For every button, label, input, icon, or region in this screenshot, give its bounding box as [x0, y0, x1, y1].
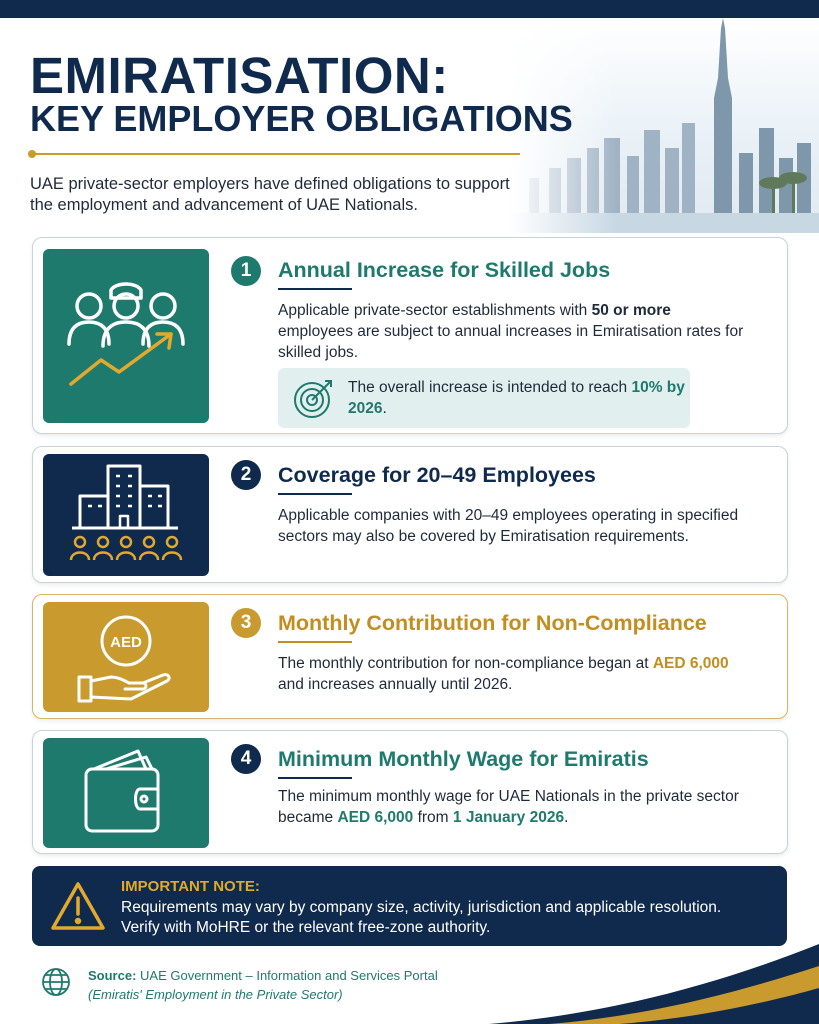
intro-text: UAE private-sector employers have defined obligations to support the employment and advancement of UAE Nationals. [30, 175, 510, 214]
decorative-swoosh [489, 944, 819, 1024]
source-text: UAE Government – Information and Services Portal [136, 968, 438, 983]
card-2-tile [43, 454, 209, 576]
card-4-tile [43, 738, 209, 848]
card-2-number: 2 [231, 460, 261, 490]
card-3-underline [278, 641, 352, 643]
card-1-title: Annual Increase for Skilled Jobs [278, 258, 611, 282]
warning-icon [50, 880, 106, 932]
card-4-body-bold: AED 6,000 [337, 809, 414, 826]
card-4-body [278, 786, 748, 828]
card-1-body [278, 300, 748, 363]
card-2-body: Applicable companies with 20–49 employees operating in specified sectors may also be covered by Emiratisation requirements. [278, 507, 739, 545]
wallet-icon [76, 745, 176, 841]
card-4-body-bold-date: 1 January 2026 [452, 809, 565, 826]
card-1-underline [278, 288, 352, 290]
note-title: IMPORTANT NOTE: [121, 878, 260, 895]
title-divider [30, 153, 520, 155]
card-1-body-bold: 50 or more [591, 302, 671, 319]
important-note [32, 866, 787, 946]
card-4-number: 4 [231, 744, 261, 774]
card-4-body-mid: from [413, 809, 453, 826]
callout-text-pre: The overall increase is intended to reach [348, 379, 632, 396]
note-text: Requirements may vary by company size, activity, jurisdiction and applicable resolution. Verify with MoHRE or the relevant free-zone authority. [121, 899, 722, 936]
card-3-body-bold: AED 6,000 [652, 655, 729, 672]
obligation-card-4 [32, 730, 788, 854]
card-3-body-text: The monthly contribution for non-compliance began at [278, 655, 653, 672]
page-title: EMIRATISATION: [30, 47, 449, 104]
card-3-title: Monthly Contribution for Non-Compliance [278, 611, 707, 635]
card-1-callout-text [348, 377, 690, 419]
card-3-tile [43, 602, 209, 712]
top-bar [0, 0, 819, 18]
callout-text-end: . [382, 400, 387, 417]
card-3-body-text-end: and increases annually until 2026. [278, 676, 513, 693]
source-label: Source: [88, 968, 137, 983]
card-4-body-text: The minimum monthly wage for UAE Nationals in the private sector became [278, 788, 739, 826]
obligation-card-3 [32, 594, 788, 719]
card-3-body [278, 653, 748, 695]
obligation-card-2 [32, 446, 788, 583]
people-growth-icon [61, 276, 191, 396]
globe-icon [40, 966, 72, 998]
aed-coin-hand-icon [71, 607, 181, 707]
card-1-callout [278, 368, 690, 428]
buildings-people-icon [66, 460, 186, 570]
card-2-underline [278, 493, 352, 495]
callout-text-bold: 10% by 2026 [348, 379, 685, 417]
card-4-title: Minimum Monthly Wage for Emiratis [278, 747, 649, 771]
aed-icon-text: AED [110, 634, 142, 651]
obligation-card-1 [32, 237, 788, 434]
card-1-number: 1 [231, 256, 261, 286]
card-4-underline [278, 777, 352, 779]
page-subtitle: KEY EMPLOYER OBLIGATIONS [30, 98, 573, 139]
card-4-body-end: . [564, 809, 569, 826]
card-2-title: Coverage for 20–49 Employees [278, 463, 596, 487]
card-3-number: 3 [231, 608, 261, 638]
source-citation [88, 966, 438, 1004]
card-1-body-text-end: employees are subject to annual increases in Emiratisation rates for skilled jobs. [278, 323, 744, 361]
card-1-body-text: Applicable private-sector establishments with [278, 302, 592, 319]
source-subtitle: (Emiratis' Employment in the Private Sector) [88, 987, 343, 1002]
target-icon [292, 376, 336, 420]
card-1-tile [43, 249, 209, 423]
